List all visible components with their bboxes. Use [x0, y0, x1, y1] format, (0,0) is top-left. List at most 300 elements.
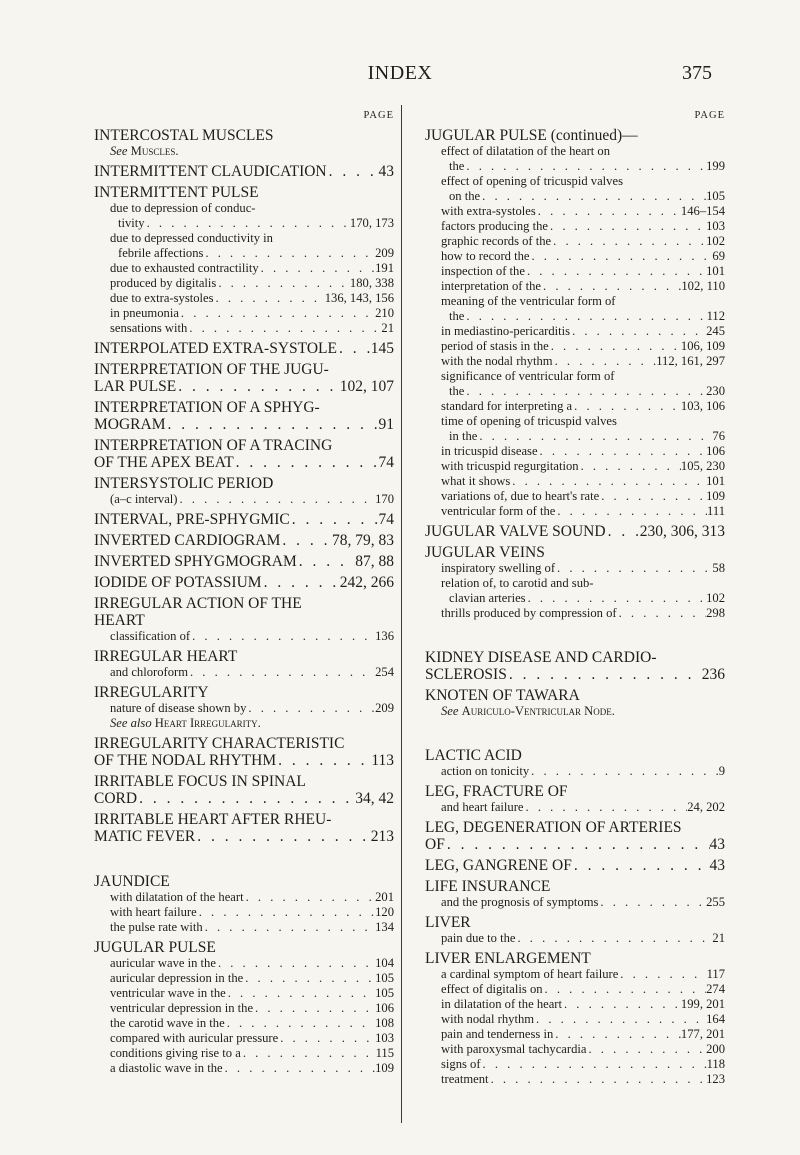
index-entry: [94, 399, 394, 433]
dot-leader: [337, 340, 371, 357]
index-entry: [425, 523, 725, 540]
subentry-pages: 164: [706, 1012, 725, 1026]
dot-leader: [538, 444, 707, 459]
dot-leader: [243, 971, 375, 986]
subentry-cont-pages: 112: [706, 309, 725, 323]
subentry-pages: 146–154: [680, 204, 725, 218]
subentry-text: pain due to the: [441, 931, 516, 945]
dot-leader: [280, 532, 332, 549]
dot-leader: [606, 523, 640, 540]
see-prefix: See also: [110, 716, 155, 730]
subentry: [425, 1042, 725, 1057]
dot-leader: [445, 836, 710, 853]
dot-leader: [241, 1046, 376, 1061]
subentry-pages: 201: [375, 890, 394, 904]
see-prefix: See: [110, 144, 131, 158]
subentry-pages: 21: [381, 321, 394, 335]
heading-line: LIVER: [425, 914, 471, 931]
index-entry: [425, 914, 725, 946]
subentry-text: effect of opening of tricuspid valves: [441, 174, 623, 188]
entry-heading: [425, 523, 725, 540]
subentry: [94, 629, 394, 644]
heading-line: [94, 574, 394, 591]
dot-leader: [464, 309, 706, 324]
subentry-pages: 105, 230: [680, 459, 725, 473]
subentry: [425, 414, 725, 444]
heading-line-text: OF: [425, 836, 445, 853]
heading-line: LEG, DEGENERATION OF ARTERIES: [425, 819, 682, 836]
subentry: [94, 1016, 394, 1031]
dot-leader: [570, 324, 706, 339]
subentry-pages: 298: [706, 606, 725, 620]
heading-line-pages: 43: [709, 857, 725, 874]
subentry-pages: 103: [375, 1031, 394, 1045]
subentry-text: in tricuspid disease: [441, 444, 538, 458]
index-entry: [94, 437, 394, 471]
dot-leader: [529, 764, 719, 779]
see-prefix: See: [441, 704, 462, 718]
dot-leader: [327, 163, 379, 180]
entry-heading: [425, 819, 725, 853]
subentry-pages: 105: [375, 986, 394, 1000]
subentry-pages: 101: [706, 264, 725, 278]
subentry-pages: 24, 202: [687, 800, 725, 814]
cross-reference: [94, 716, 394, 731]
dot-leader: [188, 665, 375, 680]
subentry-pages: 180, 338: [349, 276, 394, 290]
subentry: [425, 606, 725, 621]
subentry-cont-text: febrile affections: [118, 246, 204, 260]
heading-line-text: OF THE APEX BEAT: [94, 454, 234, 471]
subentry-text: nature of disease shown by: [110, 701, 247, 715]
entry-heading: [94, 574, 394, 591]
subentry: [425, 1057, 725, 1072]
dot-leader: [290, 511, 379, 528]
index-entry: [94, 553, 394, 570]
subentry-text: and the prognosis of symptoms: [441, 895, 599, 909]
subentry: [425, 1012, 725, 1027]
subentry-text: with extra-systoles: [441, 204, 536, 218]
subentry-pages: 200: [706, 1042, 725, 1056]
entry-heading: [425, 950, 725, 967]
heading-line-pages: 213: [370, 828, 394, 845]
subentry: [94, 231, 394, 261]
subentry-cont-pages: 105: [706, 189, 725, 203]
subentry-text: produced by digitalis: [110, 276, 217, 290]
subentry-cont: [441, 429, 725, 444]
entry-heading: [94, 163, 394, 180]
subentry-pages: 117: [706, 967, 725, 981]
heading-line: JUGULAR PULSE: [94, 939, 216, 956]
index-entry: [94, 648, 394, 680]
heading-line: [94, 340, 394, 357]
index-entry: [94, 735, 394, 769]
entry-heading: [425, 687, 725, 704]
heading-line: HEART: [94, 612, 145, 629]
dot-leader: [553, 1027, 681, 1042]
heading-line: INTERPRETATION OF A TRACING: [94, 437, 333, 454]
dot-leader: [179, 306, 375, 321]
heading-line-pages: 91: [378, 416, 394, 433]
heading-line: [94, 163, 394, 180]
subentry-text: with tricuspid regurgitation: [441, 459, 579, 473]
heading-line-text: JUGULAR VALVE SOUND: [425, 523, 606, 540]
dot-leader: [297, 553, 356, 570]
letter-gap: [94, 845, 394, 869]
subentry: [425, 1027, 725, 1042]
heading-line-text: IODIDE OF POTASSIUM: [94, 574, 262, 591]
heading-line: [94, 828, 394, 845]
heading-line: [94, 752, 394, 769]
subentry: [94, 291, 394, 306]
subentry: [425, 219, 725, 234]
subentry-pages: 254: [375, 665, 394, 679]
subentry: [425, 895, 725, 910]
subentry-text: meaning of the ventricular form of: [441, 294, 616, 308]
subentry: [425, 489, 725, 504]
dot-leader: [216, 276, 350, 291]
subentry: [94, 956, 394, 971]
subentry-cont: [110, 216, 394, 231]
subentry-pages: 115: [375, 1046, 394, 1060]
index-entry: [94, 511, 394, 528]
entry-heading: [94, 532, 394, 549]
subentry-pages: 109: [375, 1061, 394, 1075]
entry-heading: [425, 649, 725, 683]
heading-line: IRREGULAR HEART: [94, 648, 238, 665]
entry-heading: [94, 873, 394, 890]
heading-line-pages: 145: [370, 340, 394, 357]
subentry-cont-pages: 199: [706, 159, 725, 173]
subentry-cont-text: clavian arteries: [449, 591, 526, 605]
subentry: [425, 576, 725, 606]
subentry-pages: 191: [375, 261, 394, 275]
heading-line: [425, 836, 725, 853]
heading-line-text: SCLEROSIS: [425, 666, 507, 683]
entry-heading: [94, 773, 394, 807]
subentry-text: auricular wave in the: [110, 956, 216, 970]
subentry: [94, 1046, 394, 1061]
entry-heading: [94, 127, 394, 144]
subentry-text: inspiratory swelling of: [441, 561, 556, 575]
dot-leader: [481, 1057, 707, 1072]
dot-leader: [253, 1001, 375, 1016]
subentry-pages: 106: [375, 1001, 394, 1015]
heading-line: IRRITABLE HEART AFTER RHEU-: [94, 811, 332, 828]
page-column-label: PAGE: [694, 110, 725, 121]
subentry: [425, 764, 725, 779]
entry-heading: [94, 939, 394, 956]
subentry-pages: 9: [718, 764, 725, 778]
subentry: [94, 492, 394, 507]
subentry: [425, 369, 725, 399]
dot-leader: [599, 489, 706, 504]
index-entry: [425, 649, 725, 683]
index-entry: [94, 127, 394, 159]
heading-line: [94, 378, 394, 395]
subentry-cont-text: tivity: [118, 216, 145, 230]
subentry: [425, 561, 725, 576]
subentry-pages: 103: [706, 219, 725, 233]
heading-line-pages: 230, 306, 313: [639, 523, 725, 540]
index-entry: [94, 595, 394, 644]
subentry-text: with heart failure: [110, 905, 197, 919]
subentry-cont-text: on the: [449, 189, 481, 203]
page-header: [0, 50, 800, 90]
dot-leader: [553, 354, 657, 369]
dot-leader: [195, 828, 371, 845]
dot-leader: [541, 279, 681, 294]
subentry: [425, 474, 725, 489]
heading-line-text: INVERTED CARDIOGRAM: [94, 532, 281, 549]
subentry-pages: 101: [706, 474, 725, 488]
running-title: INDEX: [367, 62, 433, 84]
page-column-label: PAGE: [363, 110, 394, 121]
subentry-text: and heart failure: [441, 800, 524, 814]
subentry-pages: 245: [706, 324, 725, 338]
subentry-cont-pages: 170, 173: [349, 216, 394, 230]
dot-leader: [529, 249, 712, 264]
dot-leader: [572, 399, 681, 414]
heading-line: KNOTEN OF TAWARA: [425, 687, 580, 704]
heading-line-pages: 102, 107: [339, 378, 394, 395]
subentry-cont: [110, 246, 394, 261]
entry-heading: [425, 127, 725, 144]
subentry-text: and chloroform: [110, 665, 188, 679]
index-entry: [94, 811, 394, 845]
index-entry: [425, 857, 725, 874]
subentry-text: the pulse rate with: [110, 920, 203, 934]
subentry-text: standard for interpreting a: [441, 399, 573, 413]
subentry-cont: [441, 384, 725, 399]
subentry: [94, 276, 394, 291]
subentry-cont-pages: 76: [712, 429, 725, 443]
entry-heading: [425, 783, 725, 800]
subentry-text: due to depression of conduc-: [110, 201, 256, 215]
dot-leader: [618, 967, 706, 982]
subentry-text: conditions giving rise to a: [110, 1046, 241, 1060]
heading-line-text: MATIC FEVER: [94, 828, 196, 845]
subentry-text: with paroxysmal tachycardia: [441, 1042, 587, 1056]
subentry-text: ventricular form of the: [441, 504, 556, 518]
index-entry: [425, 819, 725, 853]
subentry: [425, 144, 725, 174]
entry-heading: [94, 511, 394, 528]
heading-line: LACTIC ACID: [425, 747, 522, 764]
subentry-cont-pages: 230: [706, 384, 725, 398]
subentry-text: period of stasis in the: [441, 339, 549, 353]
subentry-text: with the nodal rhythm: [441, 354, 553, 368]
subentry-text: variations of, due to heart's rate: [441, 489, 600, 503]
heading-line-pages: 34, 42: [355, 790, 394, 807]
subentry-text: pain and tenderness in: [441, 1027, 554, 1041]
index-entry: [425, 687, 725, 719]
subentry-pages: 102: [706, 234, 725, 248]
subentry: [425, 1072, 725, 1087]
subentry: [425, 800, 725, 815]
heading-line: [94, 511, 394, 528]
subentry-text: effect of dilatation of the heart on: [441, 144, 611, 158]
dot-leader: [145, 216, 350, 231]
heading-line: IRRITABLE FOCUS IN SPINAL: [94, 773, 306, 790]
subentry-text: significance of ventricular form of: [441, 369, 615, 383]
subentry: [94, 1061, 394, 1076]
subentry-pages: 108: [375, 1016, 394, 1030]
dot-leader: [464, 384, 706, 399]
index-entry: [94, 184, 394, 336]
dot-leader: [555, 504, 707, 519]
subentry: [94, 986, 394, 1001]
subentry-text: sensations with: [110, 321, 188, 335]
subentry-cont: [441, 309, 725, 324]
subentry-pages: 210: [375, 306, 394, 320]
heading-line: JAUNDICE: [94, 873, 170, 890]
dot-leader: [262, 574, 340, 591]
subentry-text: in pneumonia: [110, 306, 179, 320]
entry-heading: [425, 544, 725, 561]
subentry-pages: 170: [375, 492, 394, 506]
heading-line-text: INTERVAL, PRE-SPHYGMIC: [94, 511, 290, 528]
index-entry: [94, 939, 394, 1076]
dot-leader: [507, 666, 702, 683]
subentry: [425, 982, 725, 997]
dot-leader: [551, 234, 706, 249]
dot-leader: [176, 378, 340, 395]
index-entry: [94, 475, 394, 507]
dot-leader: [477, 429, 712, 444]
index-entry: [94, 873, 394, 935]
subentry-pages: 136: [375, 629, 394, 643]
heading-line-text: INTERPOLATED EXTRA-SYSTOLE: [94, 340, 337, 357]
subentry-text: with nodal rhythm: [441, 1012, 535, 1026]
subentry-pages: 109: [706, 489, 725, 503]
subentry-text: due to extra-systoles: [110, 291, 214, 305]
subentry-text: due to depressed conductivity in: [110, 231, 273, 245]
subentry-text: interpretation of the: [441, 279, 542, 293]
heading-line: JUGULAR VEINS: [425, 544, 545, 561]
subentry: [425, 294, 725, 324]
subentry-pages: 103, 106: [680, 399, 725, 413]
index-entry: [425, 950, 725, 1087]
see-target: Muscles.: [130, 144, 179, 158]
index-entry: [425, 783, 725, 815]
heading-line-text: LEG, GANGRENE OF: [425, 857, 572, 874]
subentry: [425, 324, 725, 339]
dot-leader: [177, 492, 375, 507]
heading-line-text: MOGRAM: [94, 416, 166, 433]
dot-leader: [555, 561, 712, 576]
dot-leader: [534, 1012, 706, 1027]
subentry: [94, 905, 394, 920]
heading-line-pages: 43: [378, 163, 394, 180]
subentry-text: effect of digitalis on: [441, 982, 543, 996]
subentry: [94, 1031, 394, 1046]
subentry: [94, 1001, 394, 1016]
index-entry: [94, 532, 394, 549]
dot-leader: [543, 982, 707, 997]
subentry-text: a cardinal symptom of heart failure: [441, 967, 619, 981]
dot-leader: [586, 1042, 706, 1057]
subentry-pages: 209: [375, 701, 394, 715]
subentry-text: what it shows: [441, 474, 511, 488]
dot-leader: [562, 997, 681, 1012]
heading-line-pages: 87, 88: [355, 553, 394, 570]
dot-leader: [244, 890, 376, 905]
subentry-text: compared with auricular pressure: [110, 1031, 279, 1045]
subentry-cont-text: the: [449, 159, 465, 173]
dot-leader: [548, 219, 706, 234]
subentry-text: how to record the: [441, 249, 530, 263]
heading-line-pages: 78, 79, 83: [332, 532, 394, 549]
subentry-text: factors producing the: [441, 219, 549, 233]
subentry-pages: 105: [375, 971, 394, 985]
heading-line: INTERPRETATION OF A SPHYG-: [94, 399, 320, 416]
heading-line-text: LAR PULSE: [94, 378, 177, 395]
subentry-text: ventricular wave in the: [110, 986, 226, 1000]
subentry-pages: 136, 143, 156: [324, 291, 394, 305]
subentry: [425, 931, 725, 946]
entry-heading: [94, 340, 394, 357]
entry-heading: [94, 811, 394, 845]
heading-line-pages: 113: [371, 752, 394, 769]
dot-leader: [617, 606, 707, 621]
dot-leader: [598, 895, 706, 910]
entry-heading: [94, 437, 394, 471]
dot-leader: [197, 905, 375, 920]
dot-leader: [137, 790, 355, 807]
dot-leader: [489, 1072, 707, 1087]
subentry-pages: 104: [375, 956, 394, 970]
dot-leader: [203, 246, 375, 261]
dot-leader: [187, 321, 381, 336]
subentry-cont: [441, 159, 725, 174]
subentry-pages: 21: [712, 931, 725, 945]
heading-line-text: CORD: [94, 790, 138, 807]
dot-leader: [165, 416, 378, 433]
letter-gap: [425, 719, 725, 743]
dot-leader: [536, 204, 681, 219]
heading-line-text: INTERMITTENT CLAUDICATION: [94, 163, 327, 180]
heading-line: IRREGULARITY: [94, 684, 209, 701]
index-entry: [94, 574, 394, 591]
subentry: [425, 967, 725, 982]
entry-heading: [94, 399, 394, 433]
index-entry: [94, 773, 394, 807]
see-target: Heart Irregularity.: [154, 716, 261, 730]
dot-leader: [276, 752, 371, 769]
index-entry: [94, 684, 394, 731]
subentry-cont: [441, 189, 725, 204]
subentry-pages: 102, 110: [681, 279, 725, 293]
heading-line-pages: 242, 266: [339, 574, 394, 591]
subentry-cont-text: the: [449, 309, 465, 323]
subentry-pages: 69: [712, 249, 725, 263]
subentry-pages: 112, 161, 297: [656, 354, 725, 368]
heading-line-pages: 43: [709, 836, 725, 853]
subentry: [425, 234, 725, 249]
subentry-text: inspection of the: [441, 264, 525, 278]
heading-line-pages: 74: [378, 454, 394, 471]
heading-line: [425, 857, 725, 874]
dot-leader: [525, 264, 706, 279]
dot-leader: [190, 629, 375, 644]
heading-line: JUGULAR PULSE (continued)—: [425, 127, 638, 144]
cross-reference: [425, 704, 725, 719]
subentry-text: relation of, to carotid and sub-: [441, 576, 594, 590]
subentry: [425, 997, 725, 1012]
index-entry: [425, 544, 725, 621]
subentry-cont-text: the: [449, 384, 465, 398]
